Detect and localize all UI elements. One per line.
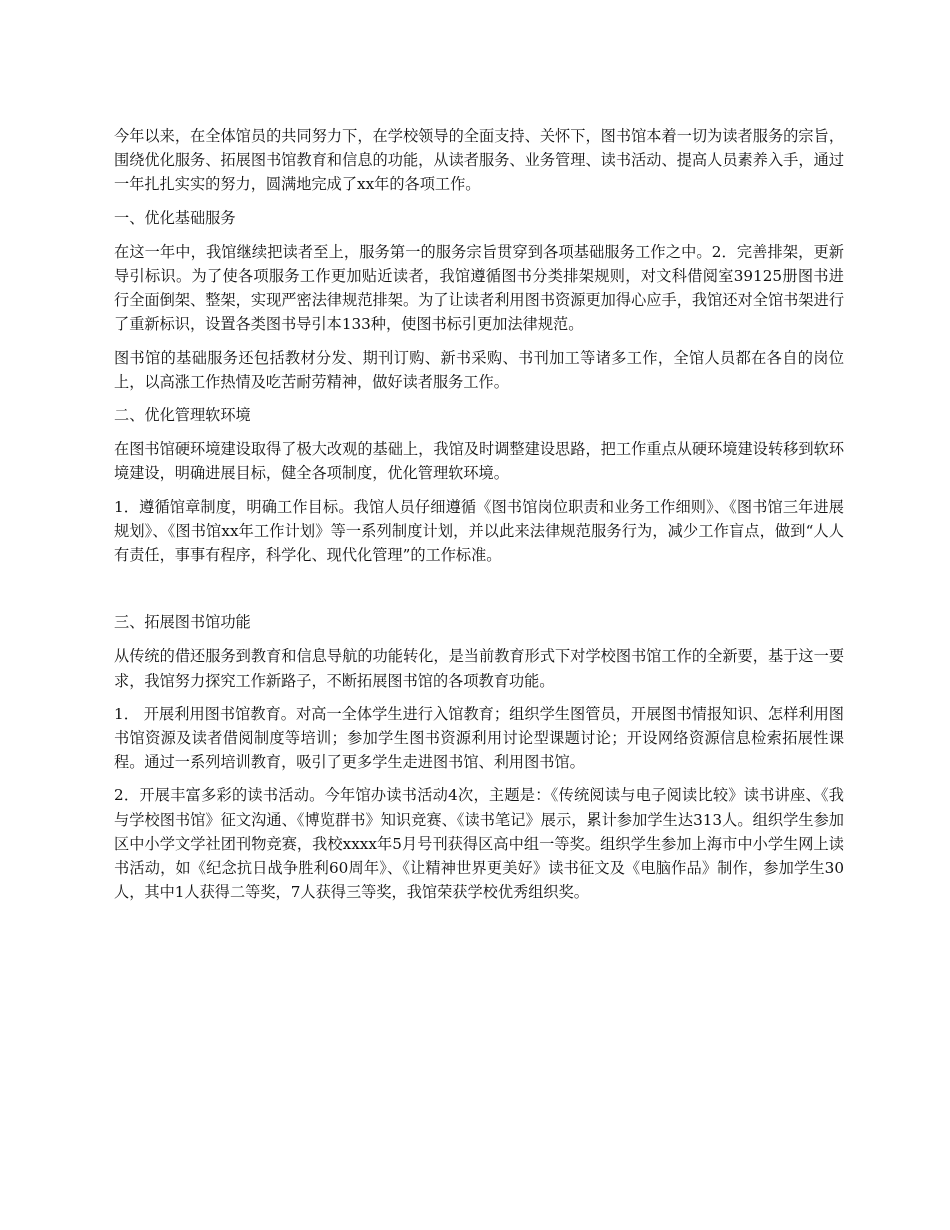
paragraph-basic-service: 在这一年中，我馆继续把读者至上，服务第一的服务宗旨贯穿到各项基础服务工作之中。2．完善排架，更新导引标识。为了使各项服务工作更加贴近读者，我馆遵循图书分类排架规则，对文科借阅室39125册图书进行全面倒架、整架，实现严密法律规范排架。为了让读者利用图书资源更加得心应手，我馆还对全馆书架进行了重新标识，设置各类图书导引本133种，使图书标引更加法律规范。 <box>114 242 844 334</box>
paragraph-rules: 1．遵循馆章制度，明确工作目标。我馆人员仔细遵循《图书馆岗位职责和业务工作细则》、《图书馆三年进展规划》、《图书馆xx年工作计划》等一系列制度计划，并以此来法律规范服务行为，减少工作盲点，做到“人人有责任，事事有程序，科学化、现代化管理”的工作标准。 <box>114 497 844 565</box>
paragraph-reading-activities: 2．开展丰富多彩的读书活动。今年馆办读书活动4次，主题是：《传统阅读与电子阅读比较》读书讲座、《我与学校图书馆》征文沟通、《博览群书》知识竞赛、《读书笔记》展示，累计参加学生达313人。组织学生参加区中小学文学社团刊物竞赛，我校xxxx年5月号刊获得区高中组一等奖。组织学生参加上海市中小学生网上读书活动，如《纪念抗日战争胜利60周年》、《让精神世界更美好》读书征文及《电脑作品》制作，参加学生30人，其中1人获得二等奖，7人获得三等奖，我馆荣获学校优秀组织奖。 <box>114 786 844 902</box>
section-heading-1: 一、优化基础服务 <box>114 208 236 227</box>
paragraph-basic-service-extra: 图书馆的基础服务还包括教材分发、期刊订购、新书采购、书刊加工等诸多工作，全馆人员都在各自的岗位上，以高涨工作热情及吃苦耐劳精神，做好读者服务工作。 <box>114 348 844 391</box>
section-heading-3: 三、拓展图书馆功能 <box>114 613 251 632</box>
intro-paragraph: 今年以来，在全体馆员的共同努力下，在学校领导的全面支持、关怀下，图书馆本着一切为读者服务的宗旨，围绕优化服务、拓展图书馆教育和信息的功能，从读者服务、业务管理、读书活动、提高人员素养入手，通过一年扎扎实实的努力，圆满地完成了xx年的各项工作。 <box>114 127 844 194</box>
paragraph-library-education: 1． 开展利用图书馆教育。对高一全体学生进行入馆教育；组织学生图管员，开展图书情报知识、怎样利用图书馆资源及读者借阅制度等培训；参加学生图书资源利用讨论型课题讨论；开设网络资源信息检索拓展性课程。通过一系列培训教育，吸引了更多学生走进图书馆、利用图书馆。 <box>114 704 844 772</box>
section-heading-2: 二、优化管理软环境 <box>114 406 251 425</box>
paragraph-soft-environment: 在图书馆硬环境建设取得了极大改观的基础上，我馆及时调整建设思路，把工作重点从硬环境建设转移到软环境建设，明确进展目标，健全各项制度，优化管理软环境。 <box>114 440 844 483</box>
document-body <box>114 124 844 913</box>
paragraph-function-transform: 从传统的借还服务到教育和信息导航的功能转化，是当前教育形式下对学校图书馆工作的全新要，基于这一要求，我馆努力探究工作新路子，不断拓展图书馆的各项教育功能。 <box>114 647 844 690</box>
